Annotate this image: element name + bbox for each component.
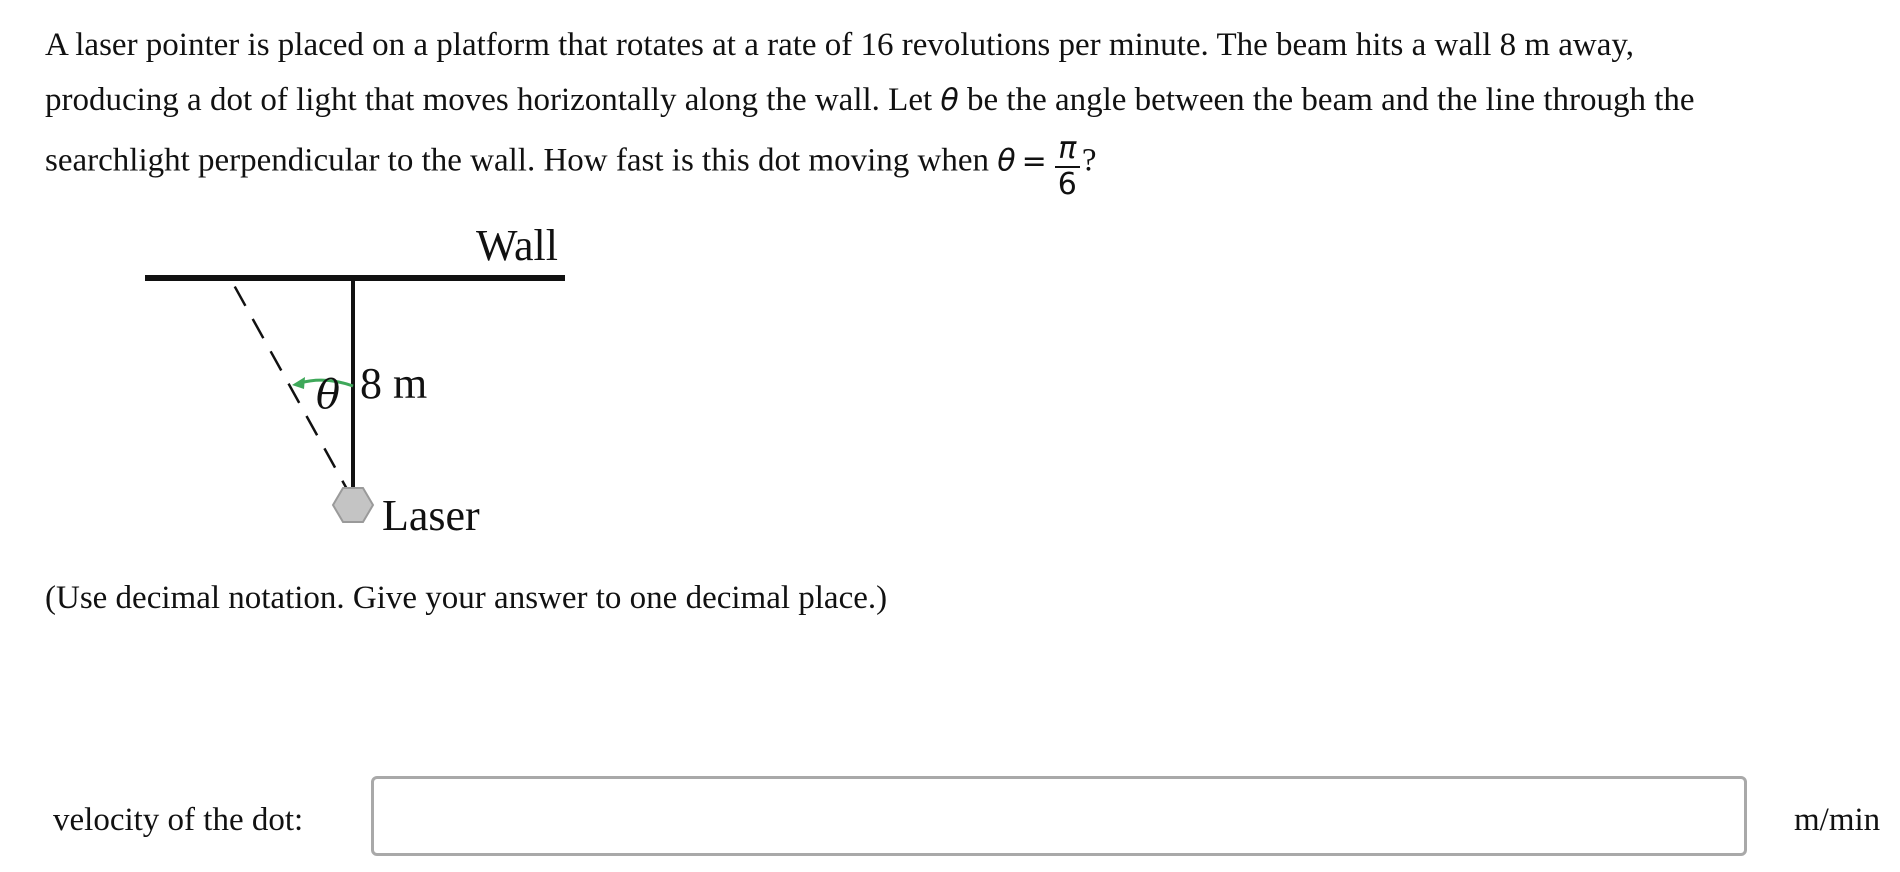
problem-line-2-text-a: producing a dot of light that moves horizontally along the wall. Let [45,82,941,118]
problem-line-3-text: searchlight perpendicular to the wall. How fast is this dot moving when [45,142,998,179]
arc-arrowhead [292,377,305,389]
theta-symbol: θ [940,83,959,118]
problem-line-3 [45,128,1875,202]
angle-label: θ [316,372,341,418]
unit-label: m/min [1794,802,1881,838]
laser-wall-diagram [120,210,590,550]
answer-instruction: (Use decimal notation. Give your answer to one decimal place.) [45,580,888,616]
velocity-answer-input[interactable] [371,776,1747,856]
laser-icon [333,488,373,522]
problem-line-1: A laser pointer is placed on a platform that rotates at a rate of 16 revolutions per minute. The beam hits a wall 8 m away, [45,27,1635,63]
distance-label: 8 m [360,359,428,408]
answer-label: velocity of the dot: [53,802,304,838]
equals-sign: = [1021,143,1047,179]
problem-line-2-text-b: be the angle between the beam and the line through the [958,82,1695,118]
theta-symbol-2: θ [997,143,1016,179]
problem-statement [45,18,1875,202]
wall-label: Wall [476,221,558,270]
question-mark: ? [1081,142,1097,179]
laser-label: Laser [382,491,480,540]
problem-line-2 [45,73,1875,128]
fraction-numerator: π [1055,132,1080,168]
fraction-denominator: 6 [1057,167,1077,202]
fraction-pi-over-6 [1055,132,1080,202]
